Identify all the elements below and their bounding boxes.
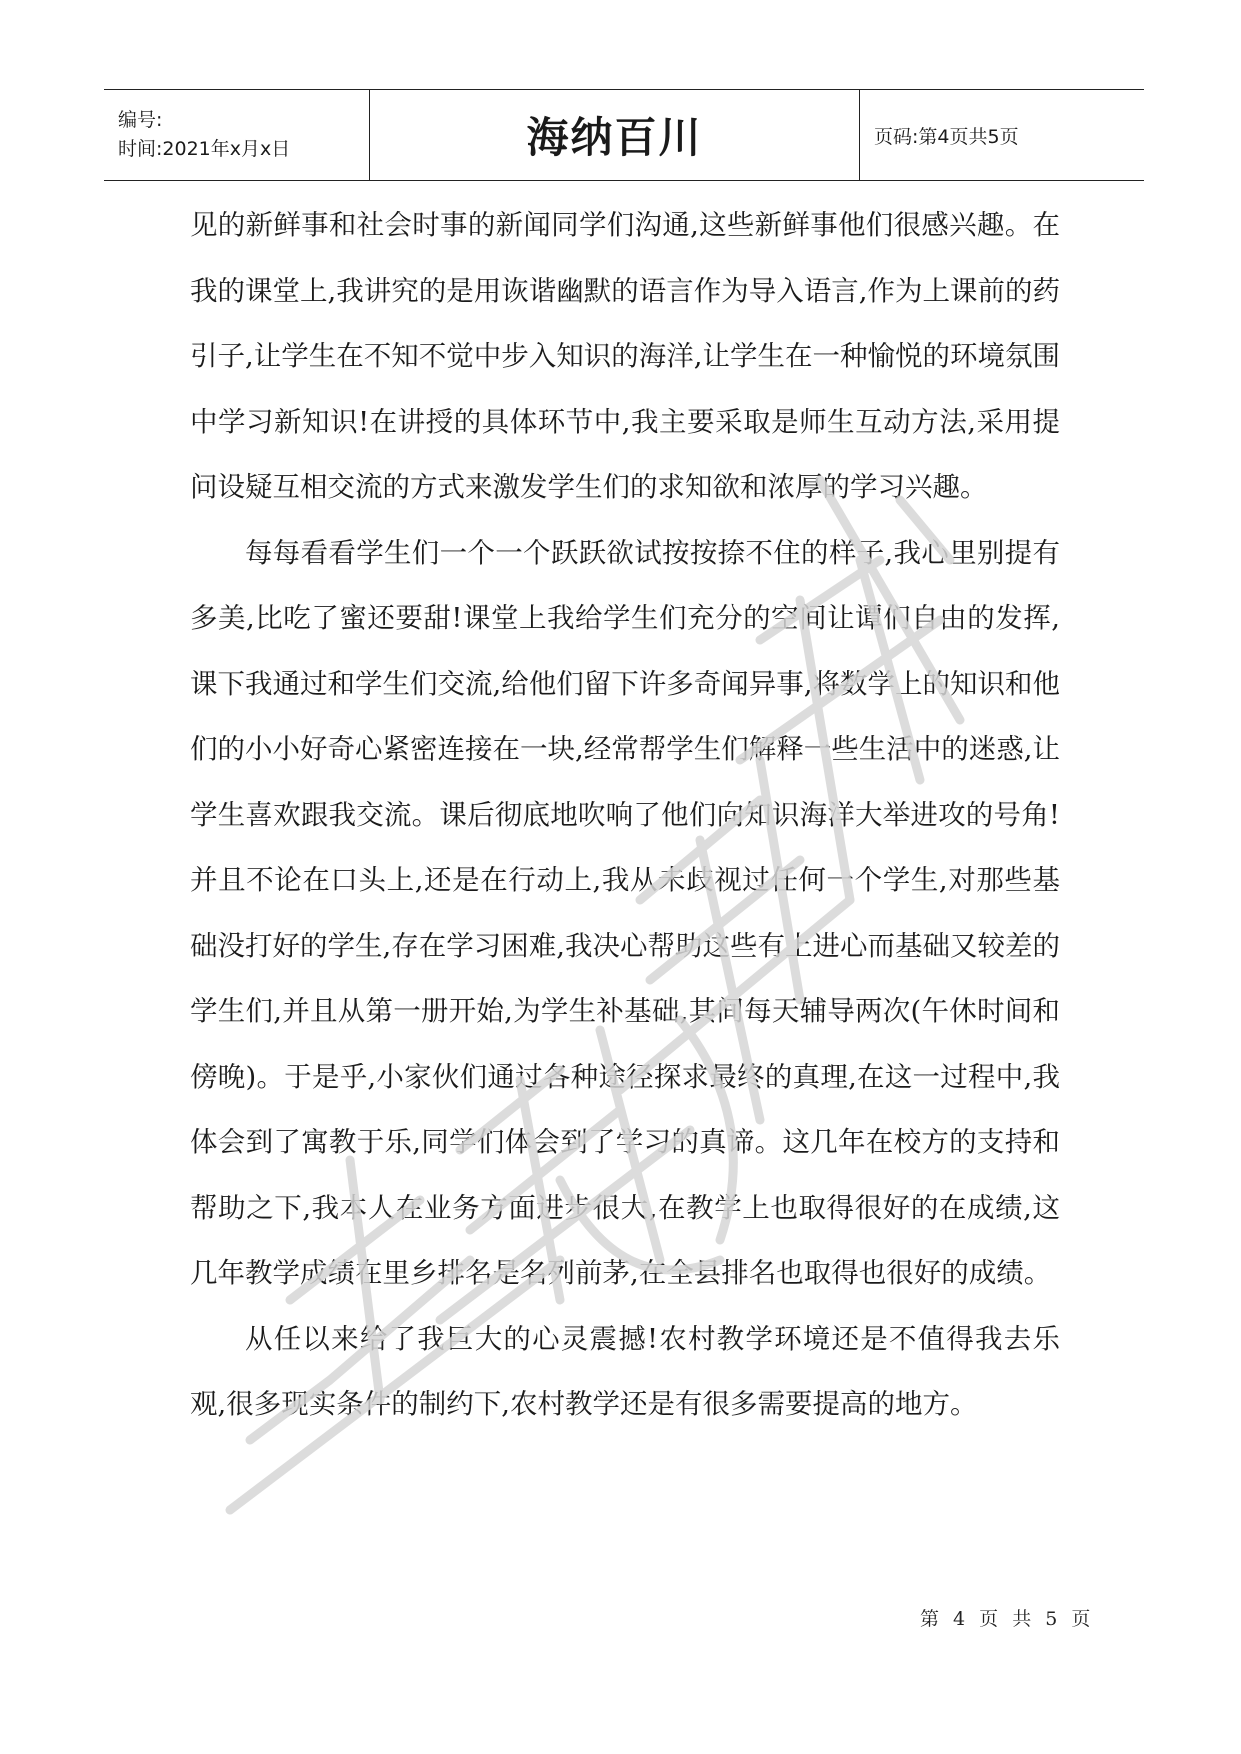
paragraph: 见的新鲜事和社会时事的新闻同学们沟通,这些新鲜事他们很感兴趣。在我的课堂上,我讲究的是用诙谐幽默的语言作为导入语言,作为上课前的药引子,让学生在不知不觉中步入知识的海洋,让学生在一种愉悦的环境氛围中学习新知识!在讲授的具体环节中,我主要采取是师生互动方法,采用提问设疑互相交流的方式来激发学生们的求知欲和浓厚的学习兴趣。 [190, 209, 1060, 503]
header-page-code: 页码:第4页共5页 [874, 125, 1019, 148]
document-number-label: 编号: [118, 109, 163, 131]
document-time-label: 时间:2021年x月x日 [118, 138, 291, 160]
paragraph: 每每看看学生们一个一个跃跃欲试按按捺不住的样子,我心里别提有多美,比吃了蜜还要甜!课堂上我给学生们充分的空间让谭们自由的发挥,课下我通过和学生们交流,给他们留下许多奇闻异事,将数学上的知识和他们的小小好奇心紧密连接在一块,经常帮学生们解释一些生活中的迷惑,让学生喜欢跟我交流。课后彻底地吹响了他们向知识海洋大举进攻的号角!并且不论在口头上,还是在行动上,我从未歧视过任何一个学生,对那些基础没打好的学生,存在学习困难,我决心帮助这些有上进心而基础又较差的学生们,并且从第一册开始,为学生补基础,其间每天辅导两次(午休时间和傍晚)。于是乎,小家伙们通过各种途径探求最终的真理,在这一过程中,我体会到了寓教于乐,同学们体会到了学习的真谛。这几年在校方的支持和帮助之下,我本人在业务方面进步很大,在教学上也取得很好的在成绩,这几年教学成绩在里乡排名是名列前茅,在全县排名也取得也很好的成绩。 [190, 536, 1060, 1289]
document-header [104, 89, 1144, 181]
header-title: 海纳百川 [370, 90, 860, 180]
header-meta [104, 90, 370, 180]
page-footer: 第 4 页 共 5 页 [920, 1608, 1095, 1630]
document-body [190, 193, 1060, 1438]
paragraph: 从任以来给了我巨大的心灵震撼!农村教学环境还是不值得我去乐观,很多现实条件的制约下,农村教学还是有很多需要提高的地方。 [190, 1322, 1060, 1420]
